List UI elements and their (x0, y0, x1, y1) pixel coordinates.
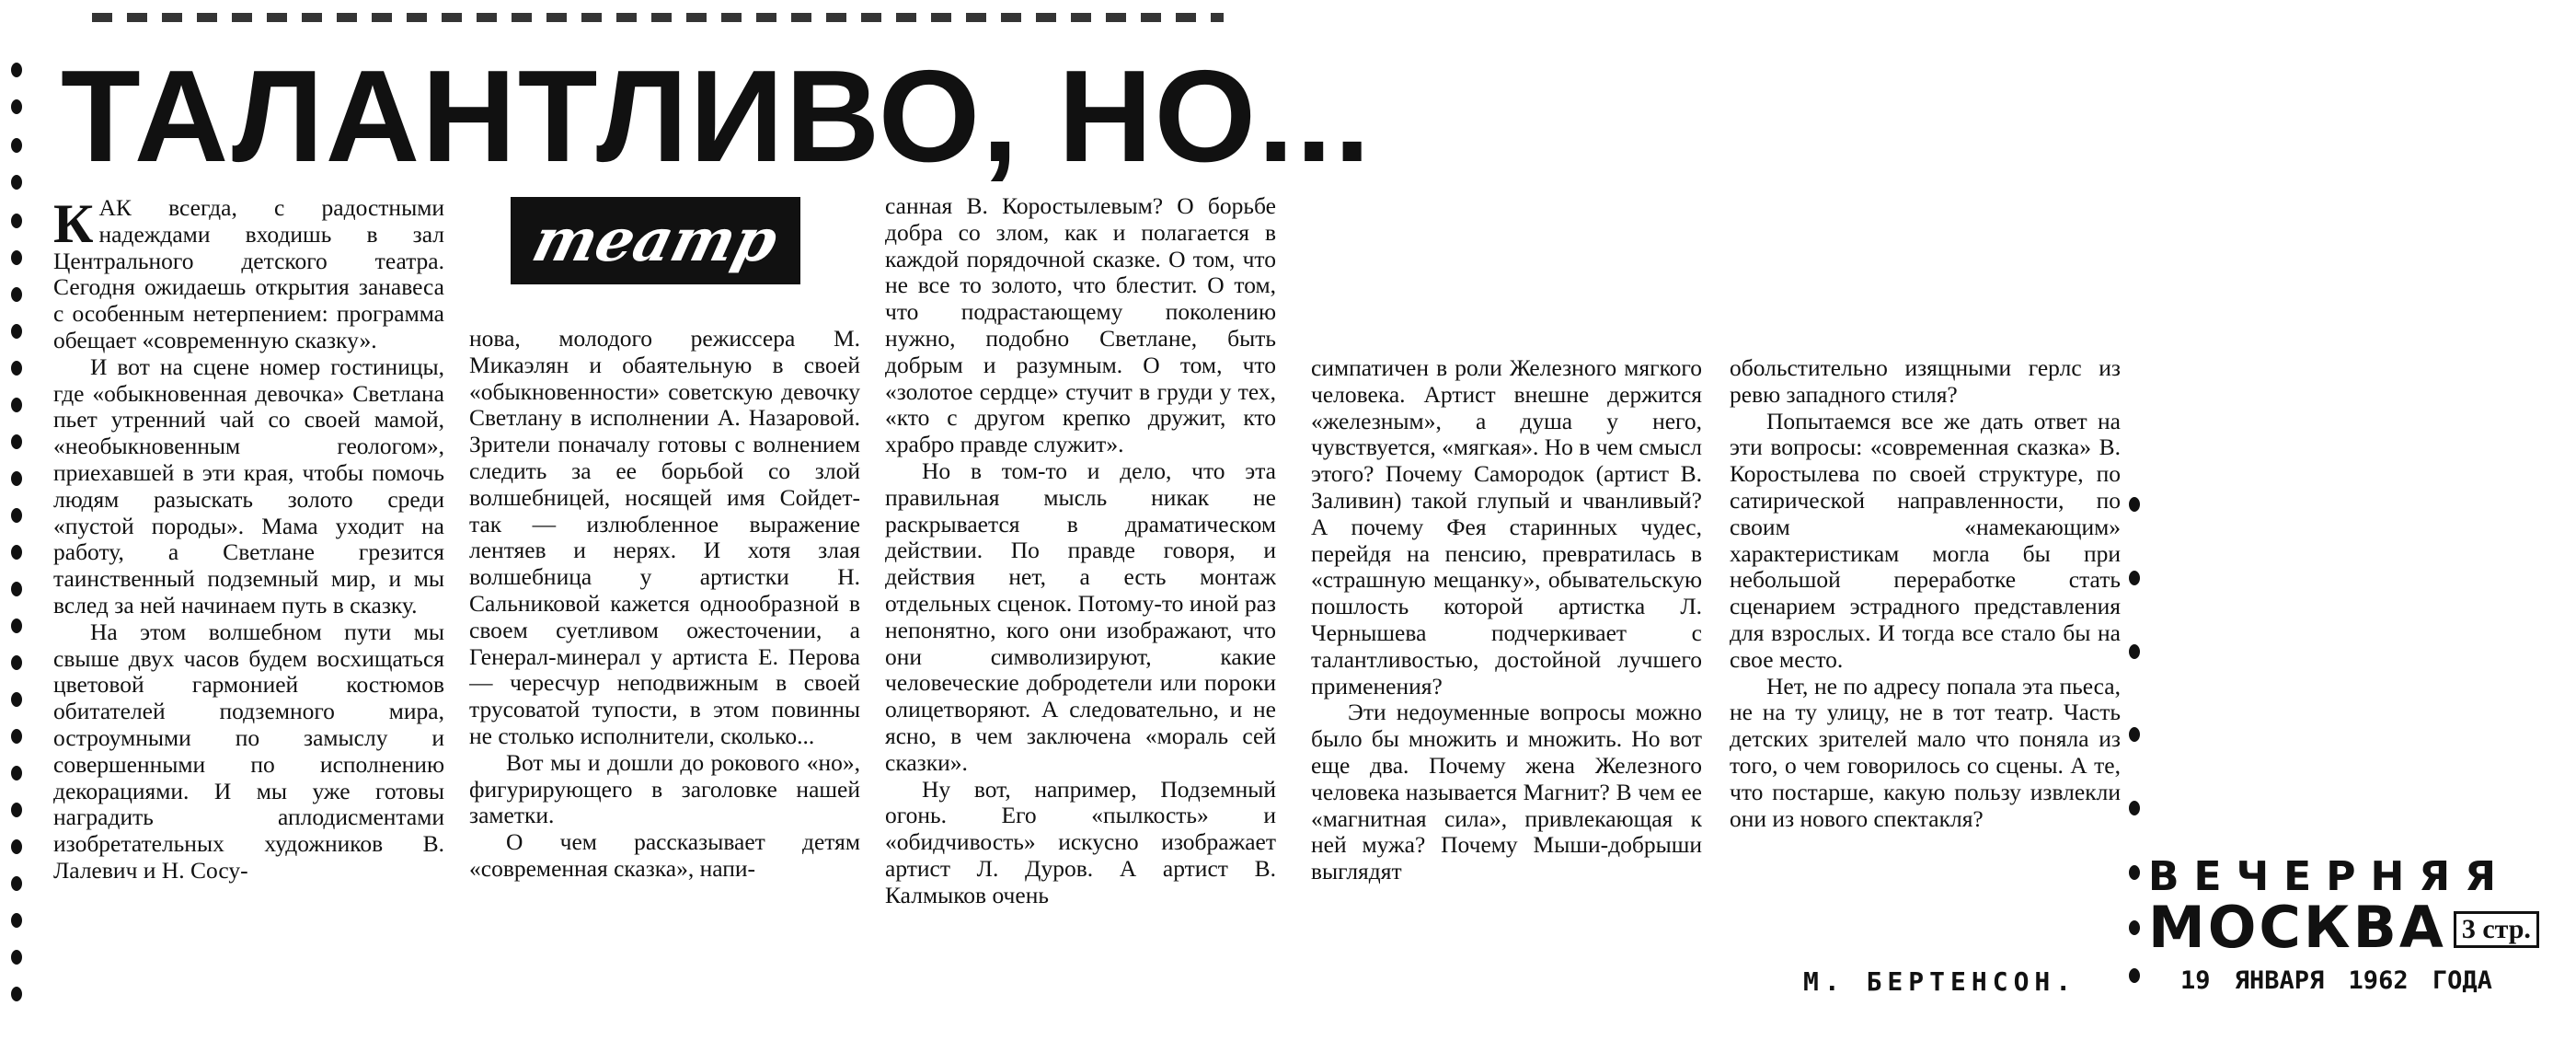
paragraph: И вот на сцене номер гостиницы, где «обыкновенная девочка» Светлана пьет утренний чай со своей мамой, «необыкновенным геологом», приехавшей в эти края, чтобы помочь людям разыскать золото среди «пустой породы». Мама уходит на работу, а Светлане грезится таинственный подземный мир, и мы вслед за ней начинаем путь в сказку. (53, 353, 444, 618)
rubric-emblem (511, 197, 800, 284)
article-column-2 (469, 326, 860, 1012)
masthead-title-line-2: МОСКВА (2148, 894, 2446, 961)
page-number: 3 стр. (2454, 911, 2539, 948)
drop-cap: К (53, 195, 94, 254)
author-signature: М. БЕРТЕНСОН. (1803, 966, 2077, 997)
left-perforation (7, 0, 24, 1052)
article-column-5 (1730, 355, 2121, 963)
rubric-label: театр (525, 206, 786, 275)
paragraph: симпатичен в роли Железного мягкого человека. Артист внешне держится «железным», а душа у него, чувствуется, «мягкая». Но в чем смысл этого? Почему Самородок (артист В. Заливин) такой глупый и чванливый? А почему Фея старинных чудес, перейдя на пенсию, превратилась в «страшную мещанку», обывательскую пошлость которой артистка Л. Чернышева подчеркивает с талантливостью, достойной лучшего применения? (1311, 355, 1702, 699)
paragraph: Нет, не по адресу попала эта пьеса, не на ту улицу, не в тот театр. Часть детских зрителей мало что поняла из того, о чем говорилось со сцены. А те, что постарше, какую пользу извлекли они из нового спектакля? (1730, 672, 2121, 832)
paragraph: санная В. Коростылевым? О борьбе добра со злом, как и полагается в каждой порядочной сказке. О том, что не все то золото, что блестит. О том, что подрастающему поколению нужно, подобно Светлане, быть добрым и разумным. О том, что «золотое сердце» стучит в груди у тех, «кто с другом крепко дружит, кто храбро правде служит». (885, 193, 1276, 458)
masthead-perforation (2125, 0, 2142, 1052)
paragraph: нова, молодого режиссера М. Микаэлян и обаятельную в своей «обыкновенности» советскую девочку Светлану в исполнении А. Назаровой. Зрители поначалу готовы с волнением следить за ее борьбой со злой волшебницей, носящей имя Сойдет-так — излюбленное выражение лентяев и неряx. И хотя злая волшебница у артистки Н. Сальниковой кажется однообразной в своем суетливом ожесточении, а Генерал-минерал у артиста Е. Перова — чересчур неподвижным в своей трусоватой тупости, в этом повинны не столько исполнители, сколько... (469, 326, 860, 749)
paragraph: обольстительно изящными герлс из ревю западного стиля? (1730, 355, 2121, 408)
paragraph: АК всегда, с радостными надеждами входишь в зал Центрального детского театра. Сегодня ожидаешь открытия занавеса с особенным нетерпением: программа обещает «современную сказку». (53, 195, 444, 353)
paragraph: О чем рассказывает детям «современная сказка», напи- (469, 828, 860, 882)
article-column-3 (885, 193, 1276, 1011)
issue-date: 19 ЯНВАРЯ 1962 ГОДА (2180, 966, 2492, 995)
newspaper-masthead (2148, 853, 2571, 961)
masthead-title-line-1: ВЕЧЕРНЯЯ (2148, 853, 2512, 900)
paragraph: Попытаемся все же дать ответ на эти вопросы: «современная сказка» В. Коростылева по своей структуре, по сатирической направленности, по своим «намекающим» характеристикам могла бы при небольшой переработке стать сценарием эстрадного представления для взрослых. И тогда все стало бы на свое место. (1730, 407, 2121, 673)
top-clipping-edge (92, 13, 1224, 22)
paragraph: Вот мы и дошли до рокового «но», фигурирующего в заголовке нашей заметки. (469, 748, 860, 829)
paragraph: Ну вот, например, Подземный огонь. Его «пылкость» и «обидчивость» искусно изображает артист Л. Дуров. А артист В. Калмыков очень (885, 775, 1276, 908)
paragraph: Эти недоуменные вопросы можно было бы множить и множить. Но вот еще два. Почему жена Железного человека называется Магнит? В чем ее «магнитная сила», привлекающая к ней мужа? Почему Мыши-добрыши выглядят (1311, 699, 1702, 885)
paragraph: Но в том-то и дело, что эта правильная мысль никак не раскрывается в драматическом действии. По правде говоря, и действия нет, а есть монтаж отдельных сценок. Потому-то иной раз непонятно, кого они изображают, что они символизируют, какие человеческие добродетели или пороки олицетворяют. А следовательно, и не ясно, в чем заключена «мораль сей сказки». (885, 457, 1276, 776)
paragraph: На этом волшебном пути мы свыше двух часов будем восхищаться цветовой гармонией костюмов обитателей подземного мира, остроумными по замыслу и совершенными по исполнению декорациями. И мы уже готовы наградить аплодисментами изобретательных художников В. Лалевич и Н. Сосу- (53, 618, 444, 884)
article-headline: ТАЛАНТЛИВО, НО... (61, 43, 1373, 190)
article-column-1 (53, 195, 444, 1010)
article-column-4 (1311, 355, 1702, 1011)
